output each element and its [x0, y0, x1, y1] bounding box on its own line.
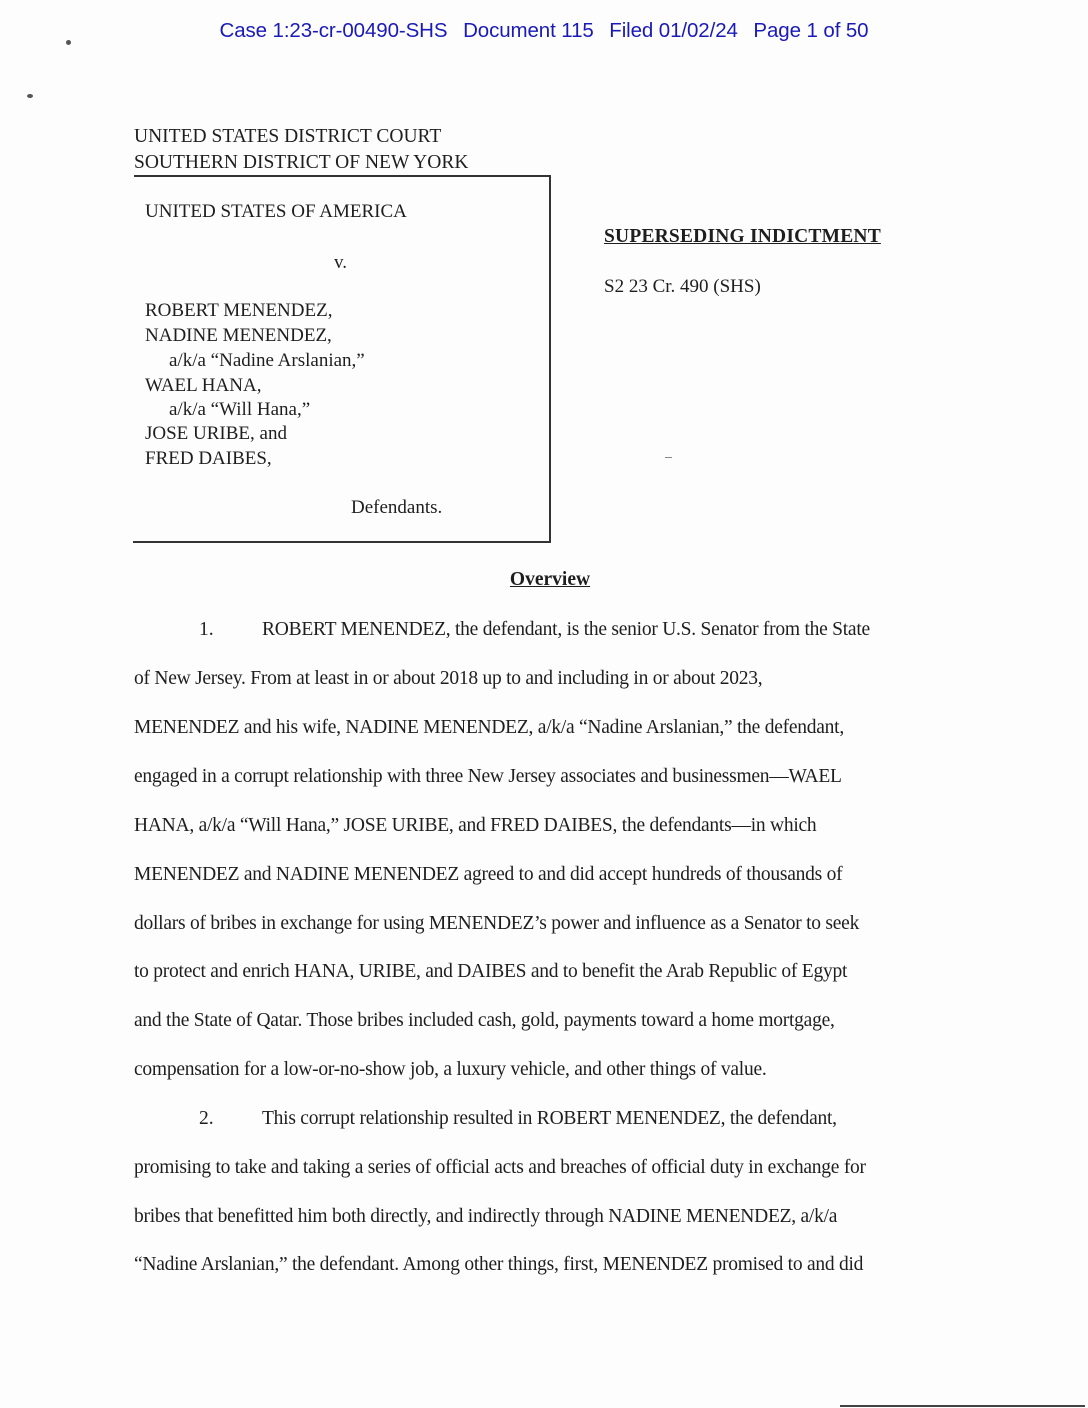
scan-speck [665, 457, 672, 458]
defendant-alias: a/k/a “Nadine Arslanian,” [169, 350, 365, 371]
paragraph-line: bribes that benefitted him both directly, and indirectly through NADINE MENENDEZ, a/k/a [134, 1206, 838, 1227]
paragraph-line: compensation for a low-or-no-show job, a luxury vehicle, and other things of value. [134, 1059, 767, 1080]
caption-top-rule [134, 175, 551, 177]
caption-right-rule [549, 175, 551, 543]
document-number: Document 115 [463, 19, 594, 42]
caption-bottom-rule [133, 541, 551, 543]
docket-number: S2 23 Cr. 490 (SHS) [604, 276, 761, 297]
paragraph-line: MENENDEZ and his wife, NADINE MENENDEZ, a/k/a “Nadine Arslanian,” the defendant, [134, 717, 844, 738]
defendant-name: FRED DAIBES, [145, 448, 272, 469]
document-title: SUPERSEDING INDICTMENT [604, 226, 881, 247]
paragraph-first-line: ROBERT MENENDEZ, the defendant, is the senior U.S. Senator from the State [262, 619, 870, 640]
scan-edge-line [840, 1405, 1085, 1407]
paragraph-line: HANA, a/k/a “Will Hana,” JOSE URIBE, and FRED DAIBES, the defendants—in which [134, 815, 817, 836]
paragraph-first-line: This corrupt relationship resulted in ROBERT MENENDEZ, the defendant, [262, 1108, 837, 1129]
defendants-label: Defendants. [351, 497, 443, 518]
defendant-name: NADINE MENENDEZ, [145, 325, 332, 346]
paragraph-line: and the State of Qatar. Those bribes included cash, gold, payments toward a home mortgage, [134, 1010, 835, 1031]
case-header-stamp [0, 19, 1088, 43]
paragraph-number: 2. [199, 1108, 214, 1129]
court-district: SOUTHERN DISTRICT OF NEW YORK [134, 152, 469, 173]
paragraph-number: 1. [199, 619, 214, 640]
paragraph-line: MENENDEZ and NADINE MENENDEZ agreed to and did accept hundreds of thousands of [134, 864, 843, 885]
paragraph-line: to protect and enrich HANA, URIBE, and DAIBES and to benefit the Arab Republic of Egypt [134, 961, 848, 982]
case-number: Case 1:23-cr-00490-SHS [219, 19, 448, 42]
caption-plaintiff: UNITED STATES OF AMERICA [145, 201, 407, 222]
paragraph-line: of New Jersey. From at least in or about 2018 up to and including in or about 2023, [134, 668, 763, 689]
filed-date: Filed 01/02/24 [609, 19, 738, 42]
paragraph-line: “Nadine Arslanian,” the defendant. Among other things, first, MENENDEZ promised to and did [134, 1254, 864, 1275]
paragraph-line: engaged in a corrupt relationship with three New Jersey associates and businessmen—WAEL [134, 766, 842, 787]
defendant-name: JOSE URIBE, and [145, 423, 287, 444]
defendant-name: ROBERT MENENDEZ, [145, 300, 333, 321]
page-indicator: Page 1 of 50 [753, 19, 869, 42]
caption-versus: v. [334, 252, 348, 273]
defendant-alias: a/k/a “Will Hana,” [169, 399, 311, 420]
paragraph-line: promising to take and taking a series of official acts and breaches of official duty in exchange for [134, 1157, 866, 1178]
paragraph-line: dollars of bribes in exchange for using MENENDEZ’s power and influence as a Senator to seek [134, 913, 860, 934]
section-heading: Overview [509, 569, 591, 590]
court-name: UNITED STATES DISTRICT COURT [134, 126, 442, 147]
defendant-name: WAEL HANA, [145, 375, 262, 396]
scan-speck [66, 40, 71, 45]
scan-speck [27, 94, 33, 98]
